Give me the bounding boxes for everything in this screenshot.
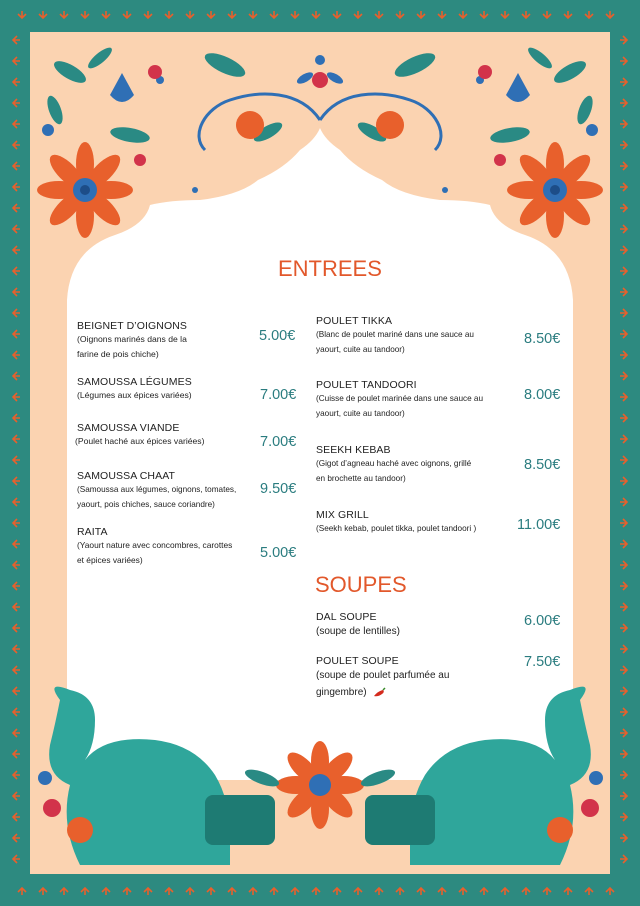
item-description: (Poulet haché aux épices variées): [75, 436, 205, 446]
item-description: (Seekh kebab, poulet tikka, poulet tandoori ): [316, 524, 477, 533]
menu-item: [77, 526, 257, 568]
item-price: 5.00€: [260, 545, 297, 561]
item-price: 7.00€: [260, 387, 297, 403]
item-name: POULET TANDOORI: [316, 379, 417, 391]
entrees-title: ENTREES: [278, 256, 382, 281]
menu-item: [316, 379, 516, 421]
menu-item: [316, 611, 516, 640]
menu-item: [316, 315, 516, 357]
menu-item: [77, 470, 262, 512]
item-name: BEIGNET D’OIGNONS: [77, 320, 188, 332]
item-name: POULET TIKKA: [316, 315, 393, 327]
menu-item: [77, 376, 257, 403]
item-price: 9.50€: [260, 481, 297, 497]
item-price: 8.50€: [524, 457, 561, 473]
item-description: (Oignons marinés dans de la farine de pois chiche): [77, 334, 187, 359]
item-name: MIX GRILL: [316, 509, 369, 521]
item-description: (Blanc de poulet mariné dans une sauce au yaourt, cuite au tandoor): [316, 330, 474, 354]
item-name: SAMOUSSA LÉGUMES: [77, 376, 192, 388]
item-name: POULET SOUPE: [316, 655, 399, 667]
item-description: (soupe de lentilles): [316, 626, 400, 637]
item-description: (Légumes aux épices variées): [77, 390, 192, 400]
menu-item: [316, 509, 516, 536]
item-name: SEEKH KEBAB: [316, 444, 391, 456]
menu-item: [77, 320, 257, 362]
soupes-title: SOUPES: [315, 572, 407, 597]
menu-item: [316, 444, 516, 486]
item-description: (Gigot d’agneau haché avec oignons, grillé en brochette au tandoor): [316, 459, 472, 483]
item-description: (Yaourt nature avec concombres, carottes et épices variées): [77, 540, 233, 565]
item-price: 7.50€: [524, 654, 561, 670]
menu-item: [316, 655, 516, 701]
item-price: 8.00€: [524, 387, 561, 403]
item-description: (Cuisse de poulet marinée dans une sauce au yaourt, cuite au tandoor): [316, 394, 484, 418]
item-price: 7.00€: [260, 434, 297, 450]
item-name: SAMOUSSA VIANDE: [77, 422, 180, 434]
item-name: RAITA: [77, 526, 108, 538]
item-price: 8.50€: [524, 331, 561, 347]
item-price: 5.00€: [259, 328, 296, 344]
chili-pepper-icon: [372, 687, 386, 699]
item-name: DAL SOUPE: [316, 611, 377, 623]
item-description: (Samoussa aux légumes, oignons, tomates, yaourt, pois chiches, sauce coriandre): [77, 485, 237, 509]
menu-item: [77, 422, 257, 449]
item-price: 6.00€: [524, 613, 561, 629]
item-price: 11.00€: [517, 517, 561, 533]
item-description: (soupe de poulet parfumée au gingembre): [316, 670, 450, 698]
item-name: SAMOUSSA CHAAT: [77, 470, 176, 482]
